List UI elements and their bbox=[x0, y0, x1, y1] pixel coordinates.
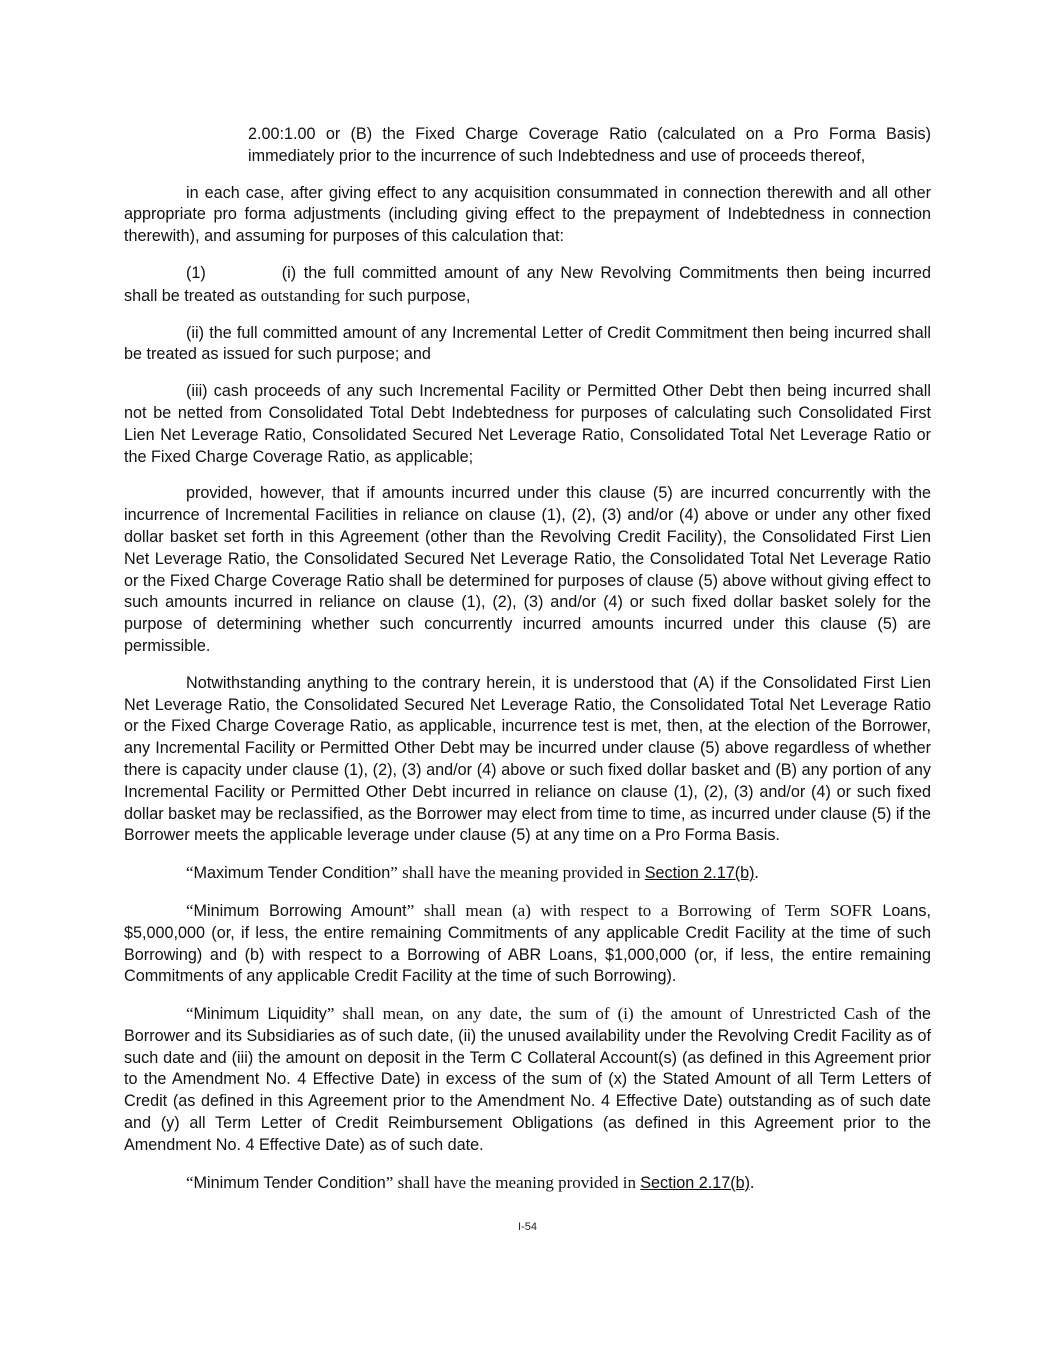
defined-term: Minimum Borrowing Amount bbox=[193, 901, 407, 920]
paragraph-in-each-case: in each case, after giving effect to any acquisition consummated in connection therewith and all other appropriate pro forma adjustments (including giving effect to the prepayment of Indebtedness in connection therewith), and assuming for purposes of this calculation that: bbox=[124, 183, 931, 246]
section-reference-link[interactable]: Section 2.17(b) bbox=[640, 1173, 751, 1192]
defined-term: Maximum Tender Condition bbox=[193, 864, 391, 883]
defined-term: Minimum Tender Condition bbox=[193, 1173, 386, 1192]
clause-text: (i) the full committed amount of any New Revolving Commitments then being incurred shall be treated as bbox=[124, 263, 931, 305]
definition-minimum-borrowing-amount: “Minimum Borrowing Amount” shall mean (a) with respect to a Borrowing of Term SOFR Loans, $5,000,000 (or, if less, the entire remaining Commitments of any applicable Credit Facility at the time of such Borrowing) and (b) with respect to a Borrowing of ABR Loans, $1,000,000 (or, if less, the entire remaining Commitments of any applicable Credit Facility at the time of such Borrowing). bbox=[124, 900, 931, 986]
paragraph-clause-iii: (iii) cash proceeds of any such Incremental Facility or Permitted Other Debt then being incurred shall not be netted from Consolidated Total Debt Indebtedness for purposes of calculating such Consolidated First Lien Net Leverage Ratio, Consolidated Secured Net Leverage Ratio, Consolidated Total Net Leverage Ratio or the Fixed Charge Coverage Ratio, as applicable; bbox=[124, 382, 931, 466]
paragraph-continuation: 2.00:1.00 or (B) the Fixed Charge Coverage Ratio (calculated on a Pro Forma Basis) immediately prior to the incurrence of such Indebtedness and use of proceeds thereof, bbox=[248, 125, 931, 165]
page-number: I-54 bbox=[518, 1221, 537, 1233]
paragraph-clause-1-i bbox=[124, 263, 931, 308]
paragraph-proviso: provided, however, that if amounts incurred under this clause (5) are incurred concurrently with the incurrence of Incremental Facilities in reliance on clause (1), (2), (3) and/or (4) above or under any other fixed dollar basket set forth in this Agreement (other than the Revolving Credit Facility), the Consolidated First Lien Net Leverage Ratio, the Consolidated Secured Net Leverage Ratio, the Consolidated Total Net Leverage Ratio or the Fixed Charge Coverage Ratio shall be determined for purposes of clause (5) above without giving effect to such amounts incurred in reliance on clause (1), (2), (3) and/or (4) or such fixed dollar basket solely for the purpose of determining whether such concurrently incurred amounts incurred under this clause (5) are permissible. bbox=[124, 484, 931, 655]
section-reference-link[interactable]: Section 2.17(b) bbox=[644, 864, 755, 883]
defined-term: Minimum Liquidity bbox=[193, 1005, 327, 1024]
definition-minimum-liquidity: “Minimum Liquidity” shall mean, on any date, the sum of (i) the amount of Unrestricted Cash of the Borrower and its Subsidiaries as of such date, (ii) the unused availability under the Revolving Credit Facility as of such date and (iii) the amount on deposit in the Term C Collateral Account(s) (as defined in this Agreement prior to the Amendment No. 4 Effective Date) in excess of the sum of (x) the Stated Amount of all Term Letters of Credit (as defined in this Agreement prior to the Amendment No. 4 Effective Date) outstanding as of such date and (y) all Term Letter of Credit Reimbursement Obligations (as defined in this Agreement prior to the Amendment No. 4 Effective Date) as of such date. bbox=[124, 1004, 931, 1154]
paragraph-notwithstanding: Notwithstanding anything to the contrary herein, it is understood that (A) if the Consolidated First Lien Net Leverage Ratio, the Consolidated Secured Net Leverage Ratio, the Consolidated Total Net Leverage Ratio or the Fixed Charge Coverage Ratio, as applicable, incurrence test is met, then, at the election of the Borrower, any Incremental Facility or Permitted Other Debt may be incurred under clause (5) above regardless of whether there is capacity under clause (1), (2), (3) and/or (4) above or such fixed dollar basket and (B) any portion of any Incremental Facility or Permitted Other Debt incurred in reliance on clause (1), (2), (3) and/or (4) or such fixed dollar basket may be reclassified, as the Borrower may elect from time to time, as incurred under clause (5) if the Borrower meets the applicable leverage under clause (5) at any time on a Pro Forma Basis. bbox=[124, 673, 932, 845]
clause-number: (1) bbox=[186, 263, 206, 282]
definition-maximum-tender-condition: “Maximum Tender Condition” shall have the meaning provided in Section 2.17(b). bbox=[186, 863, 759, 883]
document-body bbox=[124, 124, 931, 1194]
clause-text-end: such purpose, bbox=[364, 286, 471, 305]
clause-text-serif: outstanding for bbox=[260, 285, 365, 305]
paragraph-clause-ii: (ii) the full committed amount of any Incremental Letter of Credit Commitment then being incurred shall be treated as issued for such purpose; and bbox=[124, 323, 931, 364]
definition-minimum-tender-condition: “Minimum Tender Condition” shall have the meaning provided in Section 2.17(b). bbox=[186, 1172, 755, 1192]
